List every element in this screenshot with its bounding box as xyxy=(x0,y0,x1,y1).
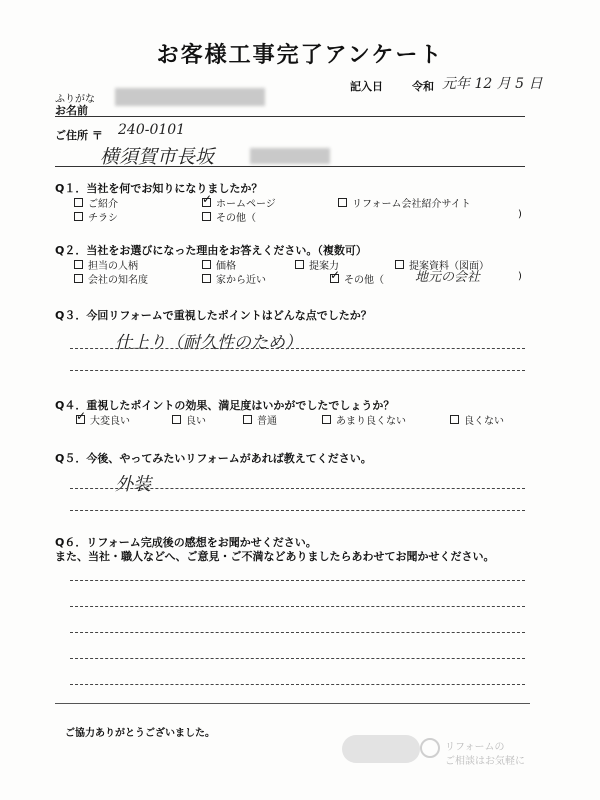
checkbox-checked[interactable] xyxy=(202,198,211,207)
checkbox-checked[interactable] xyxy=(330,274,339,283)
checkbox[interactable] xyxy=(74,198,83,207)
logo-text-line2: ご相談はお気軽に xyxy=(445,756,525,767)
checkbox[interactable] xyxy=(202,274,211,283)
q6-answer-line xyxy=(70,658,525,659)
address-line xyxy=(55,166,525,167)
q2-option-proposal[interactable]: 提案力 xyxy=(295,257,339,272)
postal-code: 240-0101 xyxy=(118,122,186,138)
redacted-name xyxy=(115,88,265,106)
name-label: お名前 xyxy=(55,104,88,117)
checkbox[interactable] xyxy=(74,212,83,221)
checkbox[interactable] xyxy=(295,260,304,269)
q1-option-homepage[interactable]: ✓ ホームページ xyxy=(202,195,276,210)
company-logo xyxy=(342,735,420,763)
era-label: 令和 xyxy=(412,80,434,93)
q6-label-2: また、当社・職人などへ、ご意見・ご不満などありましたらあわせてお聞かせください。 xyxy=(55,550,495,563)
q4-option-very-good[interactable]: ✓ 大変良い xyxy=(76,412,130,427)
q6-answer-line xyxy=(70,606,525,607)
q2-other-answer: 地元の会社 xyxy=(415,270,481,285)
q1-option-flyer[interactable]: チラシ xyxy=(74,209,118,224)
q1-option-referral[interactable]: ご紹介 xyxy=(74,195,118,210)
checkbox[interactable] xyxy=(243,415,252,424)
q3-answer-line xyxy=(70,370,525,371)
q2-close-paren: ) xyxy=(518,271,522,282)
thanks-text: ご協力ありがとうございました。 xyxy=(65,728,215,739)
q1-label: Q１．当社を何でお知りになりましたか？ xyxy=(55,182,263,195)
name-line xyxy=(55,116,525,117)
q2-option-nearby[interactable]: 家から近い xyxy=(202,271,266,286)
checkbox[interactable] xyxy=(322,415,331,424)
q6-answer-line xyxy=(70,632,525,633)
logo-circle-icon xyxy=(420,738,440,758)
checkbox[interactable] xyxy=(450,415,459,424)
q2-option-proposal-docs[interactable]: 提案資料（図面） xyxy=(395,257,489,272)
q4-option-bad[interactable]: 良くない xyxy=(450,412,504,427)
q2-option-other[interactable]: ✓ その他（ xyxy=(330,271,384,286)
q2-option-reputation[interactable]: 会社の知名度 xyxy=(74,271,148,286)
checkbox[interactable] xyxy=(395,260,404,269)
q1-close-paren: ) xyxy=(518,209,522,220)
redacted-address xyxy=(250,148,330,164)
checkbox[interactable] xyxy=(202,260,211,269)
q3-answer-line xyxy=(70,348,525,349)
address-value: 横須賀市長坂 xyxy=(100,146,215,168)
q4-option-not-very-good[interactable]: あまり良くない xyxy=(322,412,406,427)
date-label: 記入日 xyxy=(350,80,383,93)
q1-option-reform-site[interactable]: リフォーム会社紹介サイト xyxy=(338,195,471,210)
address-label: ご住所 〒 xyxy=(55,129,103,142)
q4-option-good[interactable]: 良い xyxy=(172,412,206,427)
q4-label: Q４．重視したポイントの効果、満足度はいかがでしたでしょうか？ xyxy=(55,399,395,412)
q1-option-other[interactable]: その他（ xyxy=(202,209,256,224)
checkbox[interactable] xyxy=(74,274,83,283)
logo-text-line1: リフォームの xyxy=(445,742,505,753)
q6-answer-line xyxy=(70,580,525,581)
date-value: 元年 12 月 5 日 xyxy=(442,76,543,92)
q6-answer-line xyxy=(70,684,525,685)
q3-label: Q３．今回リフォームで重視したポイントはどんな点でしたか？ xyxy=(55,309,372,322)
q6-label: Q６．リフォーム完成後の感想をお聞かせください。 xyxy=(55,536,317,549)
q5-answer-line xyxy=(70,488,525,489)
q2-option-price[interactable]: 価格 xyxy=(202,257,236,272)
furigana-label: ふりがな xyxy=(55,94,95,105)
divider xyxy=(55,703,530,704)
checkbox-checked[interactable] xyxy=(76,415,85,424)
q5-answer: 外装 xyxy=(115,474,151,495)
checkbox[interactable] xyxy=(172,415,181,424)
checkbox[interactable] xyxy=(74,260,83,269)
q2-label: Q２．当社をお選びになった理由をお答えください。（複数可） xyxy=(55,244,367,257)
q2-option-personality[interactable]: 担当の人柄 xyxy=(74,257,138,272)
form-title: お客様工事完了アンケート xyxy=(156,43,444,68)
q3-answer: 仕上り（耐久性のため） xyxy=(115,333,302,353)
q5-label: Q５．今後、やってみたいリフォームがあれば教えてください。 xyxy=(55,452,372,465)
checkbox[interactable] xyxy=(338,198,347,207)
q5-answer-line xyxy=(70,510,525,511)
q4-option-average[interactable]: 普通 xyxy=(243,412,277,427)
checkbox[interactable] xyxy=(202,212,211,221)
